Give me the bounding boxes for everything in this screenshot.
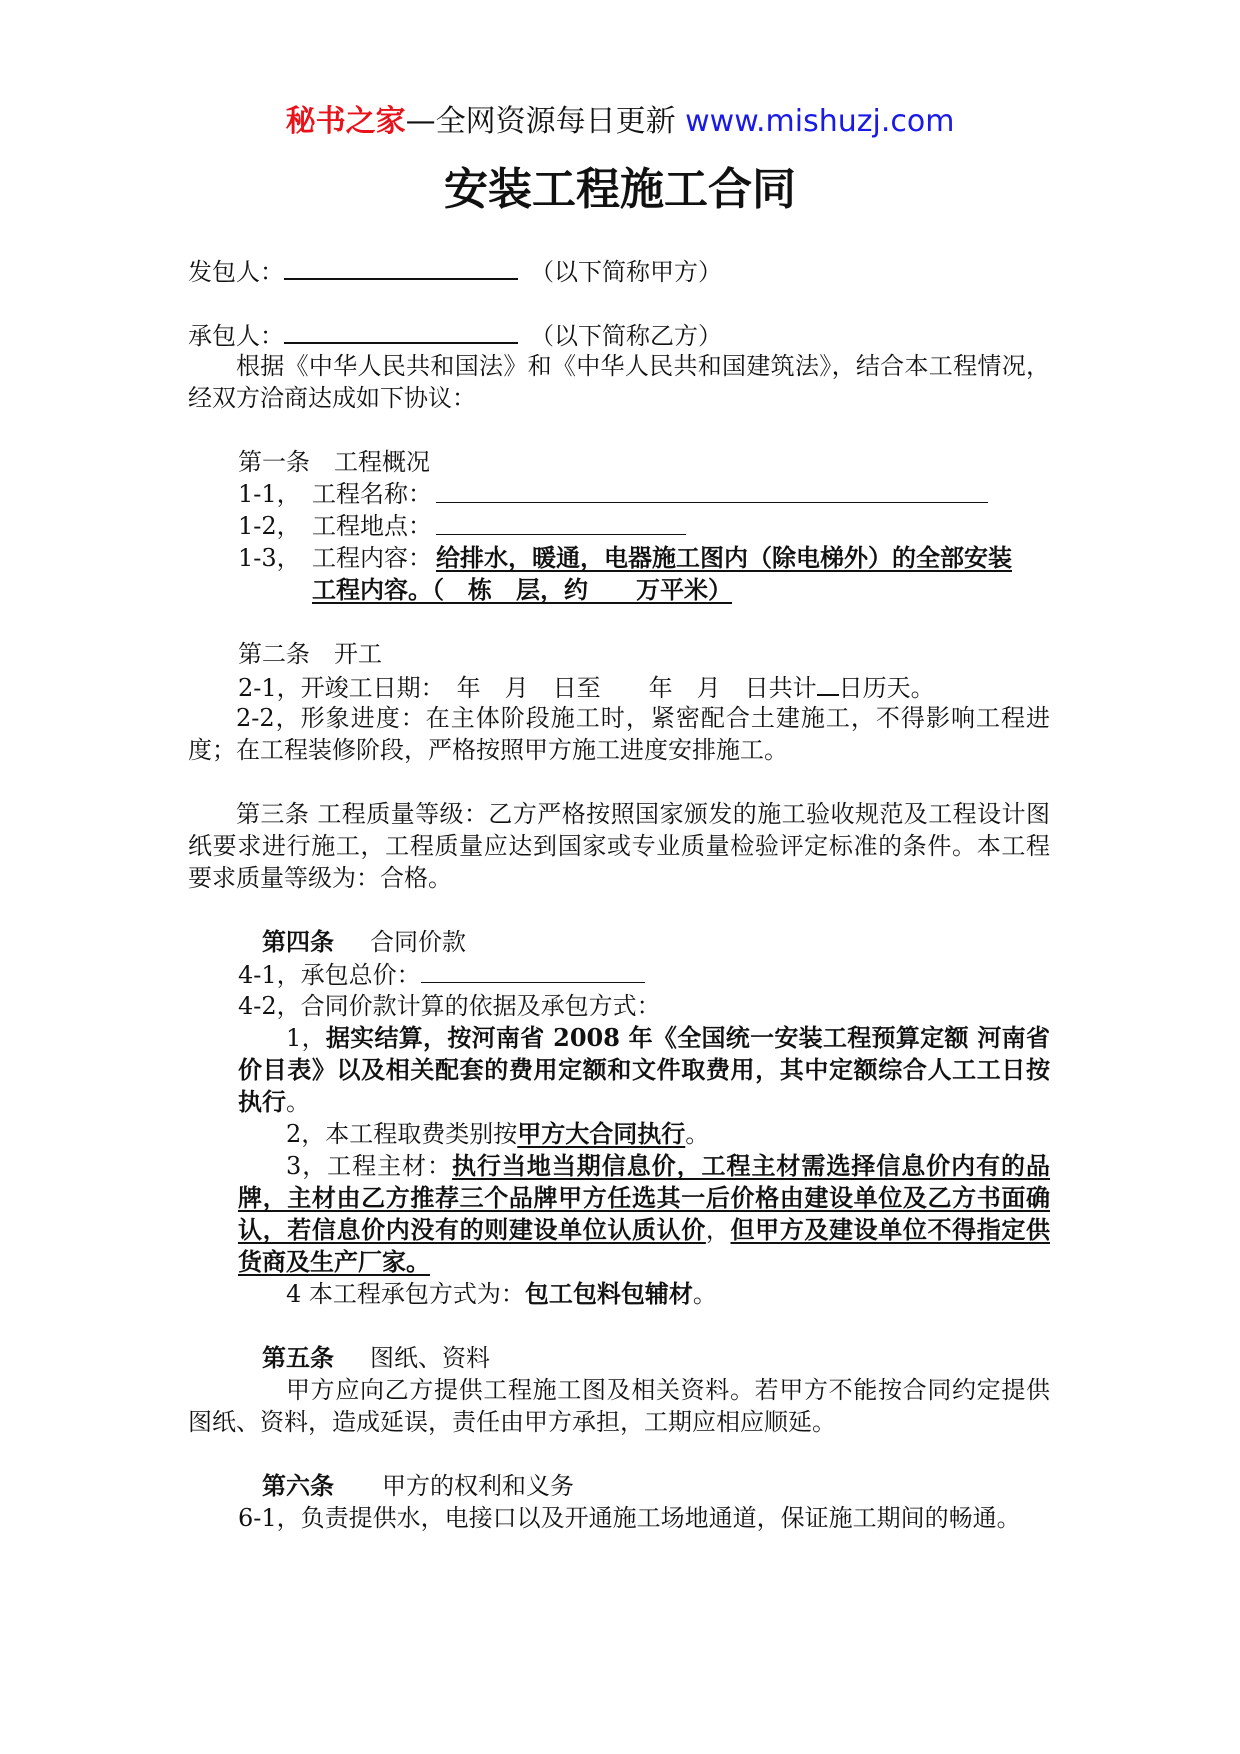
intro-paragraph: 根据《中华人民共和国法》和《中华人民共和国建筑法》，结合本工程情况，经双方洽商达成如下协议： bbox=[188, 352, 1050, 412]
art4-para4-b: 包工包料包辅材 bbox=[524, 1279, 693, 1308]
art5-heading-num: 第五条 bbox=[262, 1343, 334, 1372]
project-location-blank bbox=[436, 510, 686, 535]
contractor-blank bbox=[284, 318, 518, 344]
art4-item2-label: 4-2，合同价款计算的依据及承包方式： bbox=[238, 992, 661, 1020]
art1-item3-line1: 给排水，暖通，电器施工图内（除电梯外）的全部安装 bbox=[436, 543, 1012, 572]
art1-item1 bbox=[238, 478, 432, 510]
art4-para2-a: 2，本工程取费类别按 bbox=[286, 1120, 518, 1148]
art4-para1 bbox=[238, 1022, 1098, 1118]
employer-label: 发包人： bbox=[188, 258, 284, 286]
art2-item1 bbox=[238, 670, 935, 704]
employer-line bbox=[188, 254, 722, 288]
art1-heading: 第一条 工程概况 bbox=[238, 448, 430, 476]
art4-para1-num: 1， bbox=[286, 1024, 326, 1052]
art4-para3-b: 执行当地当期信息价，工程主材需选择信息价内有的品牌，主材由乙方推荐三个品牌甲方任选其一后价格由建设单位及乙方书面确认，若信息价内没有的则建设单位认质认价 bbox=[238, 1151, 1051, 1244]
art4-para2-c: 。 bbox=[685, 1120, 710, 1148]
contractor-label: 承包人： bbox=[188, 322, 284, 350]
art4-para4 bbox=[286, 1278, 717, 1310]
header-tagline: 全网资源每日更新 bbox=[435, 104, 676, 139]
art2-item1-text: 2-1，开竣工日期： 年 月 日至 年 月 日共计 bbox=[238, 674, 817, 702]
art4-para2-b: 甲方大合同执行 bbox=[517, 1119, 686, 1148]
art6-heading-num: 第六条 bbox=[262, 1471, 334, 1500]
employer-note: （以下简称甲方） bbox=[530, 258, 722, 286]
art4-para4-c: 。 bbox=[692, 1280, 717, 1308]
art4-para1-end: 。 bbox=[286, 1088, 310, 1116]
contractor-line bbox=[188, 318, 722, 352]
brand-name: 秘书之家 bbox=[285, 104, 406, 139]
art1-item1-num: 1-1， bbox=[238, 480, 301, 508]
art4-para1-bold: 据实结算，按河南省 2008 年《全国统一安装工程预算定额 河南省价目表》以及相关配套的费用定额和文件取费用，其中定额综合人工工日按 执行 bbox=[238, 1023, 1098, 1116]
art5-heading bbox=[262, 1342, 490, 1374]
site-header bbox=[0, 102, 1240, 142]
art1-item1-label: 工程名称： bbox=[312, 480, 432, 508]
art6-heading-text: 甲方的权利和义务 bbox=[382, 1472, 574, 1500]
art1-item3-num: 1-3， bbox=[238, 544, 301, 572]
art3-paragraph: 第三条 工程质量等级：乙方严格按照国家颁发的施工验收规范及工程设计图纸要求进行施工，工程质量应达到国家或专业质量检验评定标准的条件。本工程要求质量等级为：合格。 bbox=[188, 800, 1050, 892]
art1-item3-line2: 工程内容。（ 栋 层，约 万平米） bbox=[312, 575, 732, 604]
art5-paragraph: 甲方应向乙方提供工程施工图及相关资料。若甲方不能按合同约定提供图纸、资料，造成延误，责任由甲方承担，工期应相应顺延。 bbox=[188, 1376, 1050, 1436]
art1-item3 bbox=[238, 542, 1012, 574]
art4-para4-a: 4 本工程承包方式为： bbox=[286, 1280, 525, 1308]
header-dash: — bbox=[405, 104, 436, 139]
art4-item1-label: 4-1，承包总价： bbox=[238, 961, 421, 989]
art2-heading: 第二条 开工 bbox=[238, 640, 382, 668]
art4-para3-c: ， bbox=[705, 1216, 731, 1244]
art1-item3-label: 工程内容： bbox=[312, 544, 432, 572]
art6-heading bbox=[262, 1470, 574, 1502]
art4-heading bbox=[262, 926, 466, 958]
art1-item2-label: 工程地点： bbox=[312, 512, 432, 540]
project-name-blank bbox=[436, 478, 988, 503]
art4-para3 bbox=[238, 1150, 1050, 1278]
art4-heading-num: 第四条 bbox=[262, 927, 334, 956]
art2-item1-end: 日历天。 bbox=[838, 674, 935, 702]
art4-para2 bbox=[286, 1118, 709, 1150]
art1-item2 bbox=[238, 510, 432, 542]
employer-blank bbox=[284, 254, 518, 280]
art5-heading-text: 图纸、资料 bbox=[370, 1344, 490, 1372]
header-site-link[interactable]: www.mishuzj.com bbox=[685, 104, 955, 139]
art4-item1 bbox=[238, 958, 645, 991]
contractor-note: （以下简称乙方） bbox=[530, 322, 722, 350]
document-title: 安装工程施工合同 bbox=[444, 164, 796, 215]
art2-item2: 2-2，形象进度：在主体阶段施工时，紧密配合土建施工，不得影响工程进度；在工程装修阶段，严格按照甲方施工进度安排施工。 bbox=[188, 704, 1050, 764]
art6-item1: 6-1，负责提供水，电接口以及开通施工场地通道，保证施工期间的畅通。 bbox=[238, 1504, 1021, 1532]
total-price-blank bbox=[421, 958, 645, 983]
art4-para3-d: 但甲方及建设单位不得指定供货商及生产厂家。 bbox=[238, 1215, 1050, 1276]
art1-item2-num: 1-2， bbox=[238, 512, 301, 540]
art4-heading-text: 合同价款 bbox=[370, 928, 466, 956]
art4-para3-a: 3，工程主材： bbox=[286, 1152, 452, 1180]
days-blank bbox=[817, 670, 839, 696]
